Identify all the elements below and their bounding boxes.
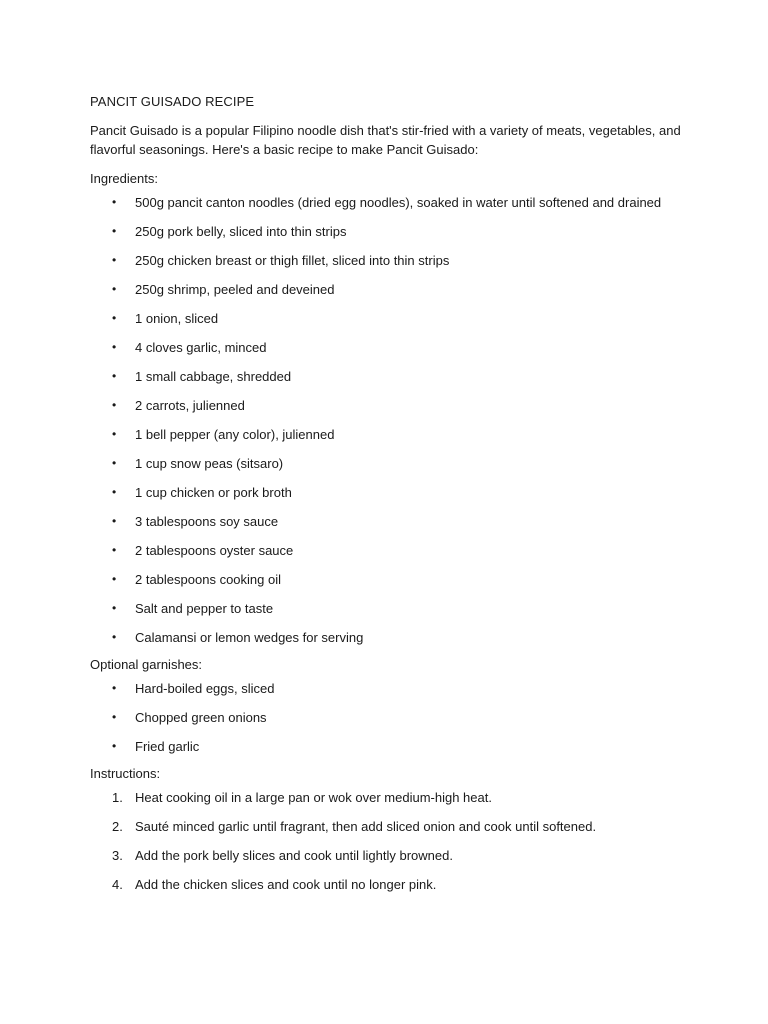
ingredient-item <box>90 275 690 304</box>
bullet-marker: • <box>112 543 117 557</box>
document-title: PANCIT GUISADO RECIPE <box>90 94 255 109</box>
ingredient-item <box>90 507 690 536</box>
garnish-item <box>90 674 690 703</box>
ingredient-item <box>90 304 690 333</box>
garnish-item <box>90 703 690 732</box>
bullet-marker: • <box>112 253 117 267</box>
ingredient-item-text: 250g shrimp, peeled and deveined <box>135 282 335 297</box>
garnish-item-text: Hard-boiled eggs, sliced <box>135 681 275 696</box>
bullet-marker: • <box>112 456 117 470</box>
ingredient-item <box>90 333 690 362</box>
step-number: 3. <box>112 848 123 863</box>
ingredient-item <box>90 623 690 652</box>
bullet-marker: • <box>112 224 117 238</box>
bullet-marker: • <box>112 340 117 354</box>
ingredient-item-text: 2 carrots, julienned <box>135 398 245 413</box>
ingredient-item <box>90 565 690 594</box>
ingredient-item <box>90 217 690 246</box>
ingredient-item-text: Calamansi or lemon wedges for serving <box>135 630 364 645</box>
bullet-marker: • <box>112 485 117 499</box>
ingredient-item <box>90 594 690 623</box>
ingredient-item-text: 3 tablespoons soy sauce <box>135 514 279 529</box>
bullet-marker: • <box>112 601 117 615</box>
bullet-marker: • <box>112 398 117 412</box>
step-text: Add the pork belly slices and cook until lightly browned. <box>135 848 453 863</box>
ingredient-item-text: 2 tablespoons cooking oil <box>135 572 281 587</box>
garnishes-list <box>90 674 690 761</box>
ingredient-item-text: 4 cloves garlic, minced <box>135 340 267 355</box>
bullet-marker: • <box>112 710 117 724</box>
step-text: Add the chicken slices and cook until no longer pink. <box>135 877 437 892</box>
step-number: 4. <box>112 877 123 892</box>
bullet-marker: • <box>112 739 117 753</box>
ingredient-item-text: 1 cup chicken or pork broth <box>135 485 292 500</box>
bullet-marker: • <box>112 572 117 586</box>
instruction-step <box>90 812 690 841</box>
ingredient-item <box>90 246 690 275</box>
garnish-item-text: Chopped green onions <box>135 710 267 725</box>
garnish-item <box>90 732 690 761</box>
step-text: Heat cooking oil in a large pan or wok over medium-high heat. <box>135 790 492 805</box>
ingredient-item <box>90 449 690 478</box>
bullet-marker: • <box>112 311 117 325</box>
ingredient-item-text: 1 small cabbage, shredded <box>135 369 292 384</box>
ingredient-item-text: 1 cup snow peas (sitsaro) <box>135 456 284 471</box>
garnishes-heading: Optional garnishes: <box>90 657 203 672</box>
bullet-marker: • <box>112 681 117 695</box>
step-number: 2. <box>112 819 123 834</box>
ingredient-item-text: 1 onion, sliced <box>135 311 219 326</box>
instructions-list <box>90 783 690 899</box>
step-number: 1. <box>112 790 123 805</box>
ingredient-item-text: 250g pork belly, sliced into thin strips <box>135 224 347 239</box>
bullet-marker: • <box>112 630 117 644</box>
bullet-marker: • <box>112 195 117 209</box>
ingredients-list <box>90 188 690 652</box>
ingredient-item <box>90 420 690 449</box>
ingredients-heading: Ingredients: <box>90 171 158 186</box>
ingredient-item-text: 2 tablespoons oyster sauce <box>135 543 294 558</box>
instruction-step <box>90 841 690 870</box>
step-text: Sauté minced garlic until fragrant, then add sliced onion and cook until softened. <box>135 819 597 834</box>
ingredient-item-text: 500g pancit canton noodles (dried egg noodles), soaked in water until softened and drained <box>135 195 662 210</box>
ingredient-item <box>90 188 690 217</box>
garnish-item-text: Fried garlic <box>135 739 200 754</box>
bullet-marker: • <box>112 369 117 383</box>
instructions-heading: Instructions: <box>90 766 161 781</box>
ingredient-item <box>90 536 690 565</box>
intro-paragraph: Pancit Guisado is a popular Filipino noodle dish that's stir-fried with a variety of meats, vegetables, and flavorful seasonings. Here's a basic recipe to make Pancit Guisado: <box>90 123 681 157</box>
instruction-step <box>90 783 690 812</box>
ingredient-item <box>90 478 690 507</box>
ingredient-item-text: 1 bell pepper (any color), julienned <box>135 427 335 442</box>
ingredient-item-text: 250g chicken breast or thigh fillet, sliced into thin strips <box>135 253 450 268</box>
bullet-marker: • <box>112 427 117 441</box>
instruction-step <box>90 870 690 899</box>
bullet-marker: • <box>112 282 117 296</box>
ingredient-item <box>90 391 690 420</box>
ingredient-item <box>90 362 690 391</box>
bullet-marker: • <box>112 514 117 528</box>
ingredient-item-text: Salt and pepper to taste <box>135 601 274 616</box>
document-content <box>90 93 690 899</box>
